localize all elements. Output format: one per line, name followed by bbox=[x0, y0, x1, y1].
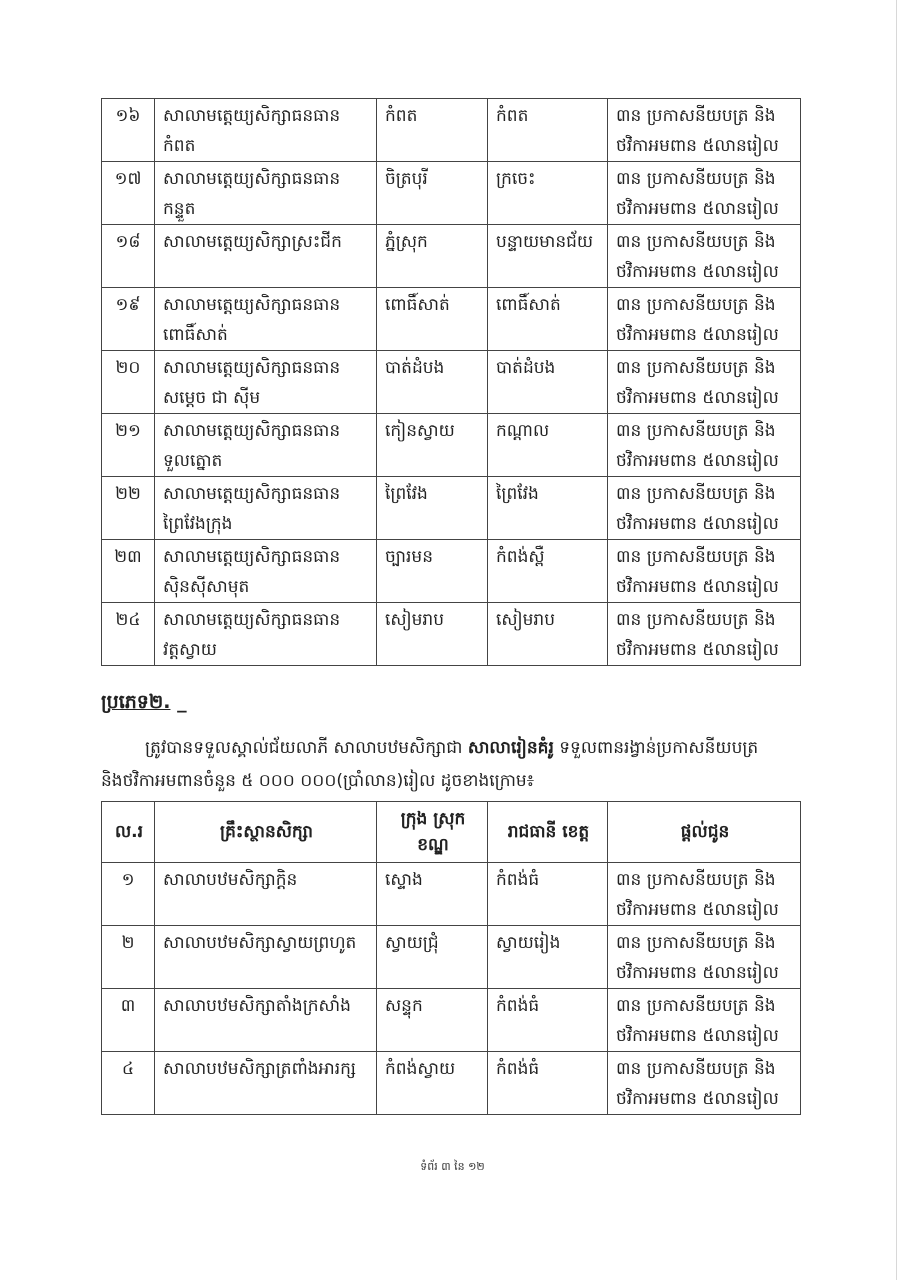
school-name-line-2: កំពត bbox=[163, 136, 196, 156]
award-line-2: ថវិកាអមពាន ៥លានរៀល bbox=[616, 577, 779, 597]
cell-district: កៀនស្វាយ bbox=[377, 414, 488, 477]
cell-school bbox=[155, 225, 377, 288]
cell-award bbox=[608, 540, 801, 603]
award-line-1: ៣ន ប្រកាសនីយបត្រ និង bbox=[616, 610, 776, 630]
cell-province: សៀមរាប bbox=[488, 603, 608, 666]
page-edge bbox=[896, 0, 897, 1280]
table-row bbox=[102, 603, 801, 666]
cell-school bbox=[155, 162, 377, 225]
cell-no: ១៦ bbox=[102, 99, 155, 162]
school-name-line-2: ព្រៃវែងក្រុង bbox=[163, 514, 233, 534]
award-line-1: ៣ន ប្រកាសនីយបត្រ និង bbox=[616, 933, 776, 953]
header-no: ល.រ bbox=[102, 802, 155, 863]
cell-school bbox=[155, 414, 377, 477]
cell-award bbox=[608, 477, 801, 540]
award-line-1: ៣ន ប្រកាសនីយបត្រ និង bbox=[616, 1059, 776, 1079]
school-name-line-1: សាលាមត្តេយ្យសិក្សាធនធាន bbox=[163, 169, 341, 189]
cell-province: បន្ទាយមានជ័យ bbox=[488, 225, 608, 288]
cell-district: ស្វាយជ្រុំ bbox=[377, 926, 488, 989]
cell-province: ស្វាយរៀង bbox=[488, 926, 608, 989]
cell-district: ស្ទោង bbox=[377, 863, 488, 926]
paragraph-text-b: ទទួលពានរង្វាន់ប្រកាសនីយបត្រ bbox=[553, 738, 759, 758]
cell-district: ព្រៃវែង bbox=[377, 477, 488, 540]
header-school: គ្រឹះស្ថានសិក្សា bbox=[155, 802, 377, 863]
school-name-line-1: សាលាមត្តេយ្យសិក្សាធនធាន bbox=[163, 484, 341, 504]
award-line-1: ៣ន ប្រកាសនីយបត្រ និង bbox=[616, 996, 776, 1016]
table-row bbox=[102, 540, 801, 603]
cell-no: ១ bbox=[102, 863, 155, 926]
award-line-1: ៣ន ប្រកាសនីយបត្រ និង bbox=[616, 421, 776, 441]
cell-award bbox=[608, 99, 801, 162]
cell-no: ២៤ bbox=[102, 603, 155, 666]
cell-no: ៤ bbox=[102, 1052, 155, 1115]
cell-school: សាលាបឋមសិក្សាស្វាយព្រហូត bbox=[155, 926, 377, 989]
school-name-line-1: សាលាមត្តេយ្យសិក្សាធនធាន bbox=[163, 421, 341, 441]
award-line-1: ៣ន ប្រកាសនីយបត្រ និង bbox=[616, 870, 776, 890]
cell-district: ច្បារមន bbox=[377, 540, 488, 603]
paragraph-line-1 bbox=[101, 732, 801, 765]
header-award: ផ្តល់ជូន bbox=[608, 802, 801, 863]
award-line-2: ថវិកាអមពាន ៥លានរៀល bbox=[616, 388, 779, 408]
award-line-1: ៣ន ប្រកាសនីយបត្រ និង bbox=[616, 547, 776, 567]
cell-school bbox=[155, 603, 377, 666]
cell-district: កំពង់ស្វាយ bbox=[377, 1052, 488, 1115]
cell-school bbox=[155, 288, 377, 351]
cell-province: កំពត bbox=[488, 99, 608, 162]
table-row bbox=[102, 989, 801, 1052]
cell-no: ២០ bbox=[102, 351, 155, 414]
school-name-line-2: ស៊ិនស៊ីសាមុត bbox=[163, 577, 250, 597]
cell-award bbox=[608, 162, 801, 225]
award-line-1: ៣ន ប្រកាសនីយបត្រ និង bbox=[616, 106, 776, 126]
cell-province: ព្រៃវែង bbox=[488, 477, 608, 540]
award-line-2: ថវិកាអមពាន ៥លានរៀល bbox=[616, 451, 779, 471]
cell-school bbox=[155, 351, 377, 414]
cell-school bbox=[155, 540, 377, 603]
cell-no: ២១ bbox=[102, 414, 155, 477]
cell-school: សាលាបឋមសិក្សាត្រពាំងអារក្ស bbox=[155, 1052, 377, 1115]
cell-award bbox=[608, 603, 801, 666]
header-district-line-1: ក្រុង ស្រុក bbox=[400, 809, 466, 829]
paragraph-bold-model-school: សាលារៀនគំរូ bbox=[467, 738, 554, 758]
section-heading-tail: _ bbox=[170, 691, 187, 713]
award-line-2: ថវិកាអមពាន ៥លានរៀល bbox=[616, 1026, 779, 1046]
cell-province: បាត់ដំបង bbox=[488, 351, 608, 414]
cell-province: កំពង់ធំ bbox=[488, 863, 608, 926]
award-line-2: ថវិកាអមពាន ៥លានរៀល bbox=[616, 640, 779, 660]
cell-school bbox=[155, 99, 377, 162]
cell-district: សន្ទុក bbox=[377, 989, 488, 1052]
school-name-line-2: វត្តស្វាយ bbox=[163, 640, 217, 660]
intro-paragraph bbox=[101, 732, 801, 798]
cell-district: កំពត bbox=[377, 99, 488, 162]
cell-no: ២ bbox=[102, 926, 155, 989]
award-table-type2 bbox=[101, 801, 801, 1115]
table-row bbox=[102, 162, 801, 225]
school-name-line-2: ពោធិ៍សាត់ bbox=[163, 325, 228, 345]
cell-province: ពោធិ៍សាត់ bbox=[488, 288, 608, 351]
section-heading-label: ប្រភេទ២. bbox=[101, 691, 171, 713]
school-name-line-1: សាលាមត្តេយ្យសិក្សាធនធាន bbox=[163, 547, 341, 567]
section-heading bbox=[101, 690, 187, 718]
award-table-type1-continued bbox=[101, 98, 801, 666]
cell-award bbox=[608, 863, 801, 926]
paragraph-line-2: និងថវិកាអមពានចំនួន ៥ ០០០ ០០០(ប្រាំលាន)រៀល ដូចខាងក្រោម៖ bbox=[101, 771, 535, 791]
table-row bbox=[102, 225, 801, 288]
cell-no: ២៣ bbox=[102, 540, 155, 603]
cell-district: ចិត្របុរី bbox=[377, 162, 488, 225]
cell-district: បាត់ដំបង bbox=[377, 351, 488, 414]
cell-no: ២២ bbox=[102, 477, 155, 540]
school-name-line-2: កន្ទួត bbox=[163, 199, 196, 219]
cell-province: កំពង់ធំ bbox=[488, 1052, 608, 1115]
cell-school: សាលាបឋមសិក្សាតាំងក្រសាំង bbox=[155, 989, 377, 1052]
cell-award bbox=[608, 225, 801, 288]
award-line-2: ថវិកាអមពាន ៥លានរៀល bbox=[616, 136, 779, 156]
paragraph-text-a: ត្រូវបានទទួលស្គាល់ជ័យលាភី សាលាបឋមសិក្សាជា bbox=[145, 738, 468, 758]
cell-district: ភ្នំស្រុក bbox=[377, 225, 488, 288]
award-line-2: ថវិកាអមពាន ៥លានរៀល bbox=[616, 262, 779, 282]
school-name-line-1: សាលាមត្តេយ្យសិក្សាស្រះជីក bbox=[163, 232, 342, 252]
cell-award bbox=[608, 414, 801, 477]
cell-no: ១៨ bbox=[102, 225, 155, 288]
cell-province: ក្រចេះ bbox=[488, 162, 608, 225]
award-line-1: ៣ន ប្រកាសនីយបត្រ និង bbox=[616, 169, 776, 189]
cell-province: កណ្តាល bbox=[488, 414, 608, 477]
award-line-2: ថវិកាអមពាន ៥លានរៀល bbox=[616, 199, 779, 219]
award-line-2: ថវិកាអមពាន ៥លានរៀល bbox=[616, 900, 779, 920]
cell-award bbox=[608, 1052, 801, 1115]
school-name-line-2: ទួលត្នោត bbox=[163, 451, 223, 471]
cell-district: សៀមរាប bbox=[377, 603, 488, 666]
cell-award bbox=[608, 926, 801, 989]
header-district bbox=[377, 802, 488, 863]
cell-award bbox=[608, 989, 801, 1052]
school-name-line-1: សាលាមត្តេយ្យសិក្សាធនធាន bbox=[163, 295, 341, 315]
school-name-line-2: សម្តេច ជា ស៊ីម bbox=[163, 388, 261, 408]
cell-district: ពោធិ៍សាត់ bbox=[377, 288, 488, 351]
cell-school bbox=[155, 477, 377, 540]
cell-province: កំពង់ធំ bbox=[488, 989, 608, 1052]
table-row bbox=[102, 288, 801, 351]
table-row bbox=[102, 1052, 801, 1115]
header-district-line-2: ខណ្ឌ bbox=[417, 835, 449, 855]
cell-no: ១៧ bbox=[102, 162, 155, 225]
school-name-line-1: សាលាមត្តេយ្យសិក្សាធនធាន bbox=[163, 358, 341, 378]
award-line-2: ថវិកាអមពាន ៥លានរៀល bbox=[616, 514, 779, 534]
school-name-line-1: សាលាមត្តេយ្យសិក្សាធនធាន bbox=[163, 610, 341, 630]
table-row bbox=[102, 926, 801, 989]
award-line-1: ៣ន ប្រកាសនីយបត្រ និង bbox=[616, 484, 776, 504]
table-row bbox=[102, 99, 801, 162]
table-header-row bbox=[102, 802, 801, 863]
award-line-2: ថវិកាអមពាន ៥លានរៀល bbox=[616, 963, 779, 983]
page-number: ទំព័រ ៣ នៃ ១២ bbox=[420, 1160, 485, 1173]
table-row bbox=[102, 477, 801, 540]
cell-award bbox=[608, 351, 801, 414]
cell-no: ៣ bbox=[102, 989, 155, 1052]
table-row bbox=[102, 863, 801, 926]
award-line-1: ៣ន ប្រកាសនីយបត្រ និង bbox=[616, 358, 776, 378]
award-line-1: ៣ន ប្រកាសនីយបត្រ និង bbox=[616, 232, 776, 252]
award-line-2: ថវិកាអមពាន ៥លានរៀល bbox=[616, 1089, 779, 1109]
award-line-1: ៣ន ប្រកាសនីយបត្រ និង bbox=[616, 295, 776, 315]
header-province: រាជធានី ខេត្ត bbox=[488, 802, 608, 863]
cell-province: កំពង់ស្ពឺ bbox=[488, 540, 608, 603]
cell-school: សាលាបឋមសិក្សាក្តិន bbox=[155, 863, 377, 926]
school-name-line-1: សាលាមត្តេយ្យសិក្សាធនធាន bbox=[163, 106, 341, 126]
cell-award bbox=[608, 288, 801, 351]
table-row bbox=[102, 414, 801, 477]
award-line-2: ថវិកាអមពាន ៥លានរៀល bbox=[616, 325, 779, 345]
table-row bbox=[102, 351, 801, 414]
cell-no: ១៩ bbox=[102, 288, 155, 351]
